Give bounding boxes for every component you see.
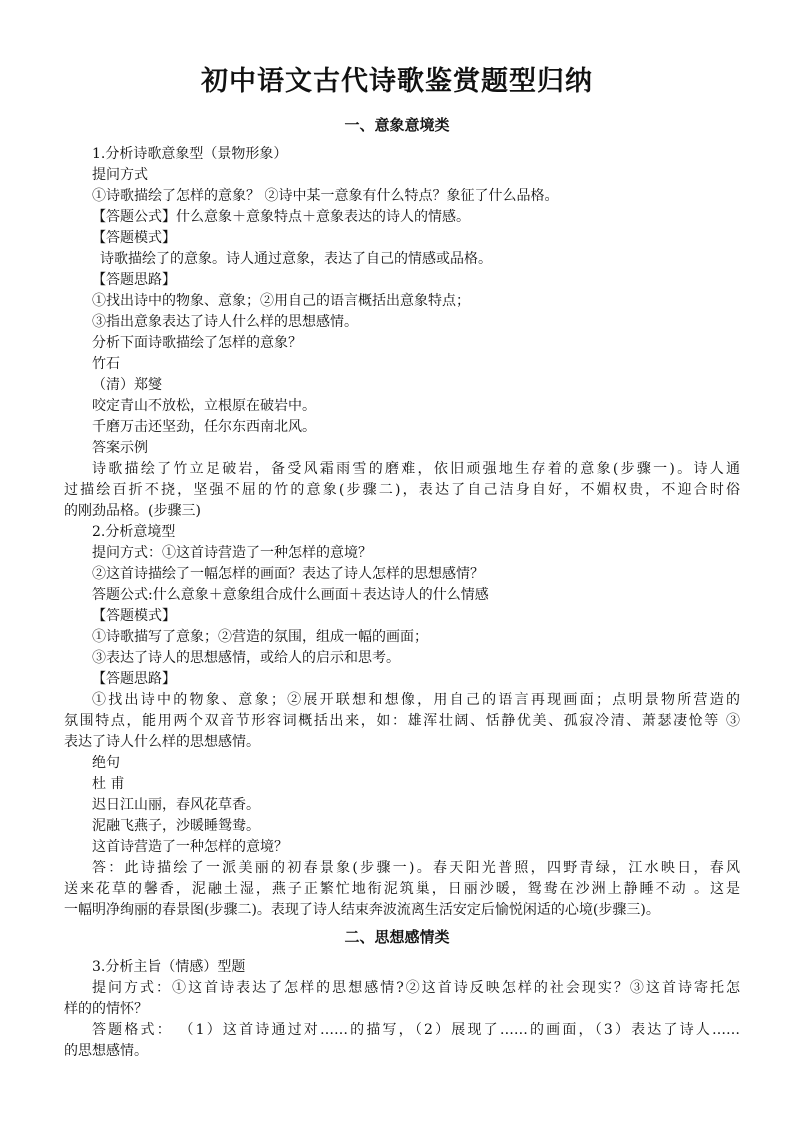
part2-thinking-line: 氛围特点，能用两个双音节形容词概括出来，如：雄浑壮阔、恬静优美、孤寂冷清、萧瑟凄怆等 ③ [64, 713, 740, 729]
part2-question: 这首诗营造了一种怎样的意境？ [92, 839, 288, 855]
part2-thinking-line: 表达了诗人什么样的思想感情。 [64, 734, 260, 750]
part3-format-line: 答题格式： （1）这首诗通过对……的描写，（2）展现了……的画面，（3）表达了诗人…… [92, 1022, 740, 1038]
part1-question: 分析下面诗歌描绘了怎样的意象？ [92, 335, 302, 351]
part2-ask-line: ②这首诗描绘了一幅怎样的画面？表达了诗人怎样的思想感情？ [92, 566, 484, 582]
part2-pattern-label: 【答题模式】 [92, 608, 176, 624]
part1-pattern-label: 【答题模式】 [92, 230, 176, 246]
part2-pattern-line: ①诗歌描写了意象；②营造的氛围，组成一幅的画面； [92, 629, 428, 645]
part2-title: 2.分析意境型 [92, 524, 176, 540]
poem-title: 竹石 [92, 356, 120, 372]
part2-ask-line: 提问方式：①这首诗营造了一种怎样的意境？ [92, 545, 372, 561]
answer-label: 答案示例 [92, 440, 148, 456]
answer-paragraph-line: 的刚劲品格。(步骤三) [64, 503, 201, 519]
part3-ask-line: 提问方式：①这首诗表达了怎样的思想感情?②这首诗反映怎样的社会现实？③这首诗寄托怎 [92, 980, 740, 996]
part3-ask-line: 样的的情怀？ [64, 1001, 148, 1017]
answer-paragraph-line: 答：此诗描绘了一派美丽的初春景象(步骤一)。春天阳光普照，四野青绿，江水映日，春风 [92, 860, 740, 876]
part3-format-line: 的思想感情。 [64, 1043, 148, 1059]
poem-title: 绝句 [92, 755, 120, 771]
part1-title: 1.分析诗歌意象型（景物形象） [92, 146, 288, 162]
poem-author: （清）郑燮 [92, 377, 162, 393]
part1-formula: 【答题公式】什么意象＋意象特点＋意象表达的诗人的情感。 [92, 209, 470, 225]
answer-paragraph-line: 送来花草的馨香，泥融土湿，燕子正繁忙地衔泥筑巢，日丽沙暖，鸳鸯在沙洲上静睡不动 。这是 [64, 881, 740, 897]
part1-ask-label: 提问方式 [92, 167, 148, 183]
poem-author: 杜 甫 [92, 776, 125, 792]
poem-line: 千磨万击还坚劲，任尔东西南北风。 [92, 419, 316, 435]
part2-formula: 答题公式:什么意象＋意象组合成什么画面＋表达诗人的什么情感 [92, 587, 489, 603]
part1-thinking-line: ①找出诗中的物象、意象；②用自己的语言概括出意象特点； [92, 293, 470, 309]
document-title: 初中语文古代诗歌鉴赏题型归纳 [201, 66, 593, 97]
part1-thinking-line: ③指出意象表达了诗人什么样的思想感情。 [92, 314, 358, 330]
section-heading-imagery: 一、意象意境类 [344, 116, 450, 134]
answer-paragraph-line: 一幅明净绚丽的春景图(步骤二)。表现了诗人结束奔波流离生活安定后愉悦闲适的心境(步骤三)。 [64, 902, 660, 918]
part2-thinking-label: 【答题思路】 [92, 671, 176, 687]
part2-thinking-line: ①找出诗中的物象、意象；②展开联想和想像，用自己的语言再现画面；点明景物所营造的 [92, 692, 740, 708]
part3-title: 3.分析主旨（情感）型题 [92, 959, 246, 975]
section-heading-emotion: 二、思想感情类 [344, 928, 450, 946]
part1-pattern-text: 诗歌描绘了的意象。诗人通过意象，表达了自己的情感或品格。 [100, 251, 492, 267]
poem-line: 泥融飞燕子，沙暖睡鸳鸯。 [92, 818, 260, 834]
part2-pattern-line: ③表达了诗人的思想感情，或给人的启示和思考。 [92, 650, 400, 666]
answer-paragraph-line: 过描绘百折不挠，坚强不屈的竹的意象(步骤二)，表达了自己洁身自好，不媚权贵，不迎合时俗 [64, 482, 740, 498]
part1-thinking-label: 【答题思路】 [92, 272, 176, 288]
answer-paragraph-line: 诗歌描绘了竹立足破岩，备受风霜雨雪的磨难，依旧顽强地生存着的意象(步骤一)。诗人通 [92, 461, 740, 477]
poem-line: 迟日江山丽，春风花草香。 [92, 797, 260, 813]
part1-ask-text: ①诗歌描绘了怎样的意象？ ②诗中某一意象有什么特点？象征了什么品格。 [92, 188, 559, 204]
poem-line: 咬定青山不放松，立根原在破岩中。 [92, 398, 316, 414]
